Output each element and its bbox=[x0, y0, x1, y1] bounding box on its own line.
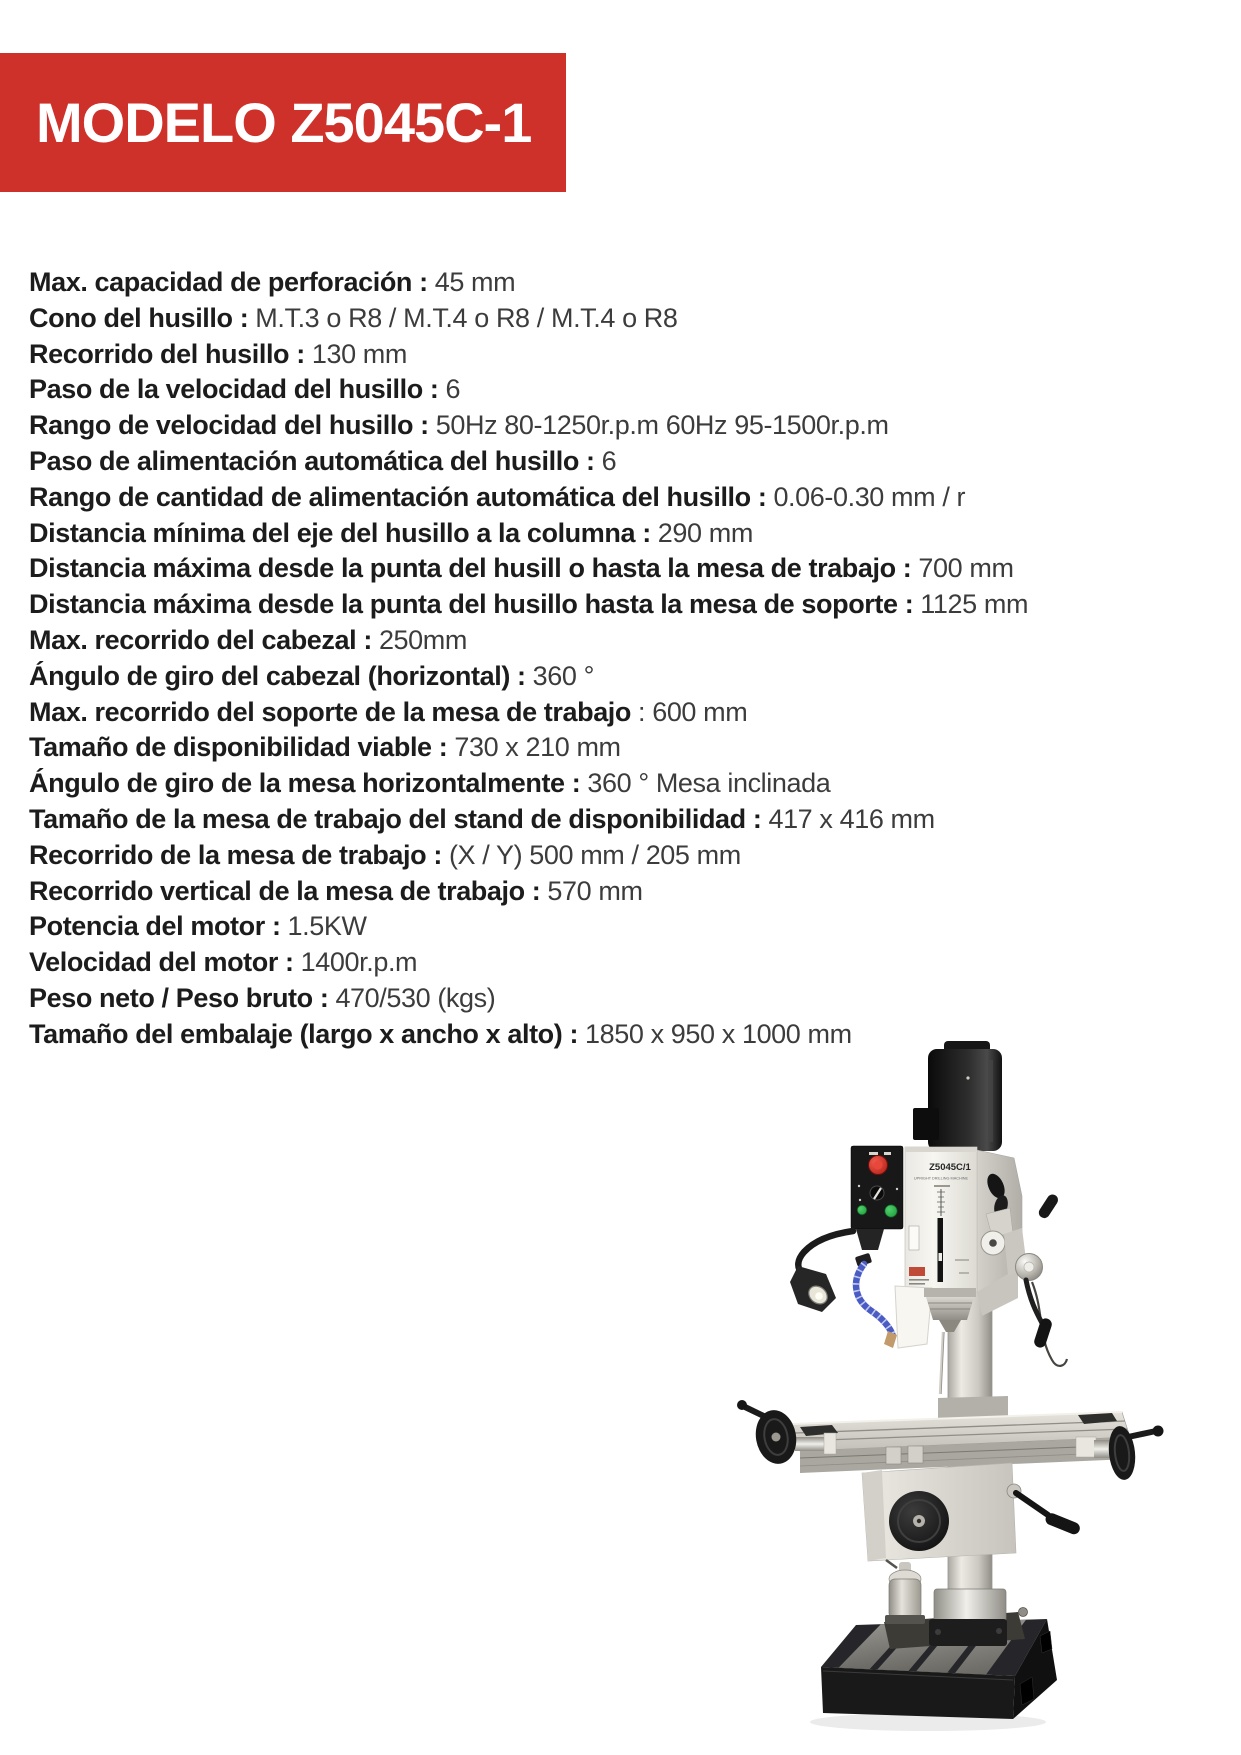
spec-row bbox=[29, 551, 1028, 587]
spec-row bbox=[29, 301, 1028, 337]
work-lamp bbox=[790, 1231, 853, 1312]
knee-crank-grip bbox=[1044, 1511, 1082, 1536]
spec-label: Max. capacidad de perforación : bbox=[29, 267, 428, 297]
spec-row bbox=[29, 480, 1028, 516]
spec-row bbox=[29, 623, 1028, 659]
spec-label: Rango de cantidad de alimentación automática del husillo : bbox=[29, 481, 767, 512]
spec-label: Distancia máxima desde la punta del husill o hasta la mesa de trabajo : bbox=[29, 553, 912, 584]
spec-label: Paso de alimentación automática del husillo : bbox=[29, 445, 595, 476]
spec-value: 6 bbox=[445, 374, 461, 405]
spec-row bbox=[29, 265, 1028, 301]
spec-value: 1.5KW bbox=[287, 911, 367, 942]
spec-value: (X / Y) 500 mm / 205 mm bbox=[448, 839, 741, 870]
spec-row bbox=[29, 372, 1028, 408]
spec-value: 6 bbox=[601, 445, 617, 476]
spec-label: Tamaño de disponibilidad viable : bbox=[29, 732, 448, 763]
spec-label: Cono del husillo : bbox=[29, 302, 249, 333]
spec-label: Recorrido vertical de la mesa de trabajo : bbox=[29, 875, 541, 906]
spec-value: 570 mm bbox=[547, 875, 643, 906]
spec-row bbox=[29, 516, 1028, 552]
page-title: MODELO Z5045C-1 bbox=[36, 91, 532, 154]
spec-label: Tamaño del embalaje (largo x ancho x alto) : bbox=[29, 1018, 579, 1049]
spec-label: Max. recorrido del soporte de la mesa de trabajo bbox=[29, 696, 631, 727]
spec-value: 50Hz 80-1250r.p.m 60Hz 95-1500r.p.m bbox=[435, 410, 889, 441]
model-banner bbox=[0, 53, 566, 192]
spec-row bbox=[29, 444, 1028, 480]
spec-value: 700 mm bbox=[918, 553, 1014, 584]
coolant-pump bbox=[885, 1560, 925, 1624]
spec-row bbox=[29, 587, 1028, 623]
spec-row bbox=[29, 945, 1028, 981]
spec-row bbox=[29, 337, 1028, 373]
spec-label: Peso neto / Peso bruto : bbox=[29, 982, 329, 1013]
spec-value: 360 ° Mesa inclinada bbox=[587, 768, 831, 799]
spec-value: 730 x 210 mm bbox=[454, 732, 621, 763]
start-button-right bbox=[885, 1205, 897, 1217]
spec-value: 360 ° bbox=[532, 660, 594, 691]
feed-handle bbox=[1016, 1254, 1068, 1366]
spec-row bbox=[29, 802, 1028, 838]
spec-label: Tamaño de la mesa de trabajo del stand de disponibilidad : bbox=[29, 803, 762, 834]
start-button-left bbox=[857, 1205, 867, 1215]
spec-row bbox=[29, 408, 1028, 444]
spec-value: 417 x 416 mm bbox=[768, 803, 935, 834]
spec-label: Recorrido de la mesa de trabajo : bbox=[29, 839, 442, 870]
spec-value: 130 mm bbox=[311, 338, 407, 369]
spec-label: Recorrido del husillo : bbox=[29, 338, 305, 369]
spec-label: Max. recorrido del cabezal : bbox=[29, 624, 372, 655]
machine-motor bbox=[913, 1041, 1002, 1151]
spec-row bbox=[29, 909, 1028, 945]
spec-label: Distancia máxima desde la punta del husillo hasta la mesa de soporte : bbox=[29, 589, 914, 620]
spec-label: Ángulo de giro de la mesa horizontalmente : bbox=[29, 768, 581, 799]
spec-value: 0.06-0.30 mm / r bbox=[773, 481, 966, 512]
spec-row bbox=[29, 659, 1028, 695]
handle-knob bbox=[1037, 1192, 1060, 1220]
spec-value: M.T.3 o R8 / M.T.4 o R8 / M.T.4 o R8 bbox=[255, 302, 678, 333]
control-panel bbox=[851, 1146, 903, 1250]
spec-label: Paso de la velocidad del husillo : bbox=[29, 374, 439, 405]
spec-value: 1400r.p.m bbox=[300, 947, 418, 978]
spec-label: Velocidad del motor : bbox=[29, 947, 294, 978]
spec-row bbox=[29, 695, 1028, 731]
specs-list bbox=[29, 265, 1028, 1053]
model-label: Z5045C/1 bbox=[929, 1162, 971, 1173]
model-sublabel: UPRIGHT DRILLING MACHINE bbox=[913, 1176, 969, 1181]
spec-value: 45 mm bbox=[434, 267, 516, 297]
spec-label: Potencia del motor : bbox=[29, 911, 281, 942]
spec-row bbox=[29, 766, 1028, 802]
spec-value: 1850 x 950 x 1000 mm bbox=[585, 1018, 852, 1049]
spec-row bbox=[29, 730, 1028, 766]
spec-value: 290 mm bbox=[657, 517, 753, 548]
cross-table bbox=[792, 1396, 1130, 1473]
machine-photo bbox=[710, 1030, 1170, 1755]
spec-row bbox=[29, 874, 1028, 910]
coolant-hose bbox=[855, 1253, 897, 1348]
spec-label: Distancia mínima del eje del husillo a la columna : bbox=[29, 517, 651, 548]
spec-value: 470/530 (kgs) bbox=[335, 982, 496, 1013]
spec-row bbox=[29, 838, 1028, 874]
spec-value: 250mm bbox=[378, 624, 467, 655]
spec-label: Rango de velocidad del husillo : bbox=[29, 410, 429, 441]
knee-assembly bbox=[862, 1463, 1082, 1561]
spec-label: Ángulo de giro del cabezal (horizontal) : bbox=[29, 660, 526, 691]
spec-row bbox=[29, 981, 1028, 1017]
spec-value: : 600 mm bbox=[638, 696, 748, 727]
spec-value: 1125 mm bbox=[920, 589, 1029, 620]
